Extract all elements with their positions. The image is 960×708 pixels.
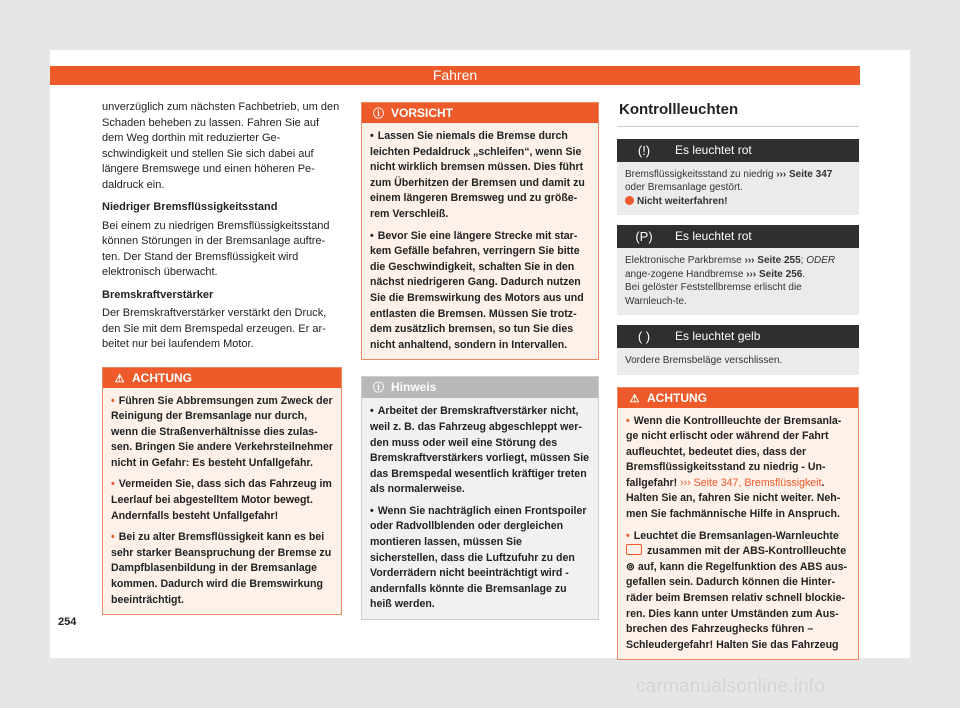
light-label: Es leuchtet rot	[675, 229, 752, 243]
caution-box	[361, 102, 599, 360]
warning-triangle-icon: ⚠	[629, 392, 640, 405]
page-number: 254	[58, 616, 77, 628]
note-header	[362, 377, 598, 398]
page-reference-link[interactable]: ››› Seite 347, Bremsflüssigkeit	[680, 476, 822, 489]
heading-brake-fluid: Niedriger Bremsflüssigkeitsstand	[102, 201, 278, 213]
chapter-header: Fahren	[50, 66, 860, 85]
info-circle-icon: ⓘ	[373, 108, 384, 120]
column-right	[617, 100, 859, 660]
bullet-icon: •	[370, 130, 374, 142]
warning-light-brake-pads: ( ) Es leuchtet gelb Vordere Bremsbeläge verschlissen.	[617, 325, 859, 375]
column-left	[102, 100, 342, 615]
bullet-icon: •	[370, 504, 374, 517]
warning-item: • Vermeiden Sie, dass sich das Fahrzeug im Leerlauf bei abgestelltem Motor bewegt. Andernfalls besteht Unfallgefahr!	[111, 478, 332, 522]
page-reference-link[interactable]: ››› Seite 347	[776, 168, 833, 180]
bullet-icon: •	[626, 529, 630, 542]
bullet-icon: •	[370, 229, 374, 242]
light-label: Es leuchtet rot	[675, 142, 752, 157]
warning-triangle-icon: ⚠	[114, 372, 125, 385]
warning-box	[102, 367, 342, 616]
brake-system-icon	[626, 544, 642, 555]
light-label: Es leuchtet gelb	[675, 329, 761, 343]
watermark: carmanualsonline.info	[636, 676, 826, 697]
heading-brake-booster: Bremskraftverstärker	[102, 288, 214, 301]
note-item: • Arbeitet der Bremskraftverstärker nicht, weil z. B. das Fahrzeug abgeschleppt wer-den muss oder weil eine Störung des Bremskraftverstärkers vorliegt, müssen Sie das Bremspedal wesentlich kräftiger treten als normalerweise.	[370, 405, 590, 496]
page-reference-link[interactable]: ››› Seite 255	[744, 255, 801, 266]
warning-light-parking-brake: (P) Es leuchtet rot Elektronische Parkbremse ››› Seite 255; ODER ange-zogene Handbremse ››› Seite 256. Bei gelöster Feststellbremse erlischt die Warnleuch-te.	[617, 225, 859, 315]
caution-title: VORSICHT	[391, 106, 454, 120]
brake-warning-icon: (!)	[637, 142, 651, 158]
note-title: Hinweis	[391, 380, 437, 395]
bullet-icon: •	[111, 531, 115, 544]
note-box	[361, 376, 599, 620]
warning-item: • Wenn die Kontrollleuchte der Bremsanla-ge nicht erlischt oder während der Fahrt aufleuchtet, bedeutet dies, dass der Bremsflüssigkeitsstand zu niedrig - Un-fallgefahr! ››› Seite 347, Bremsflüssigkeit. Halten Sie an, fahren Sie nicht weiter. Neh-men Sie fachmännische Hilfe in Anspruch.	[626, 414, 842, 521]
warning-title: ACHTUNG	[132, 370, 192, 385]
warning-header	[103, 368, 341, 388]
caution-item: • Lassen Sie niemals die Bremse durch leichten Pedaldruck „schleifen“, wenn Sie nicht wirklich bremsen müssen. Dies führt zum Überhitzen der Bremsen und damit zu einem längeren Bremsweg und zu größe-rem Verschleiß.	[370, 130, 585, 220]
warning-box-right	[617, 387, 859, 661]
info-square-icon: ⓘ	[373, 382, 384, 395]
note-item: • Wenn Sie nachträglich einen Frontspoiler oder Radvollblenden oder dergleichen montieren lassen, müssen Sie sicherstellen, dass die Luftzufuhr zu den Vorderrädern nicht beeinträchtigt wird - andernfalls könnte die Bremsanlage zu heiß werden.	[370, 504, 587, 611]
abs-icon: ⊚	[626, 560, 635, 573]
intro-paragraph: unverzüglich zum nächsten Fachbetrieb, um den Schaden beheben zu lassen. Fahren Sie auf dem Weg dorthin mit reduzierter Ge-schwindigkeit und stellen Sie sich dabei auf längere Bremswege und einen höheren Pe-daldruck ein.	[102, 101, 340, 191]
bullet-icon: •	[370, 405, 374, 418]
warning-item: • Führen Sie Abbremsungen zum Zweck der Reinigung der Bremsanlage nur durch, wenn die Straßenverhältnisse dies zulas-sen. Bringen Sie andere Verkehrsteilnehmer nicht in Gefahr: Es besteht Unfallgefahr.	[111, 394, 333, 469]
paragraph-brake-fluid: Bei einem zu niedrigen Bremsflüssigkeitsstand können Störungen in der Bremsanlage auftre-ten. Der Stand der Bremsflüssigkeit wird elektronisch überwacht.	[102, 219, 330, 278]
caution-item: • Bevor Sie eine längere Strecke mit star-kem Gefälle befahren, verringern Sie bitte die Geschwindigkeit, schalten Sie in den nächst niedrigeren Gang. Dadurch nutzen Sie die Bremswirkung des Motors aus und entlasten die Bremsen. Müssen Sie trotz-dem zusätzlich bremsen, so tun Sie dies nicht anhaltend, sondern in Intervallen.	[370, 229, 584, 351]
warning-light-brake-fluid: (!) Es leuchtet rot Bremsflüssigkeitsstand zu niedrig ››› Seite 347 oder Bremsanlage gestört. Nicht weiterfahren!	[617, 139, 859, 216]
column-middle	[361, 102, 599, 620]
warning-item: • Leuchtet die Bremsanlagen-Warnleuchte zusammen mit der ABS-Kontrollleuchte ⊚ auf, kann die Regelfunktion des ABS aus-gefallen sein. Dadurch können die Hinter-räder beim Bremsen relativ schnell blockie-ren. Dies kann unter Umständen zum Aus-brechen des Fahrzeughecks führen – Schleudergefahr! Halten Sie das Fahrzeug	[626, 529, 847, 651]
caution-header	[362, 103, 598, 123]
brake-pad-icon: ( )	[637, 329, 651, 344]
warning-header	[618, 388, 858, 408]
warning-title: ACHTUNG	[647, 390, 707, 405]
parking-brake-icon: (P)	[635, 229, 653, 244]
bullet-icon: •	[626, 414, 630, 427]
page-reference-link[interactable]: ››› Seite 256	[746, 268, 803, 280]
bullet-icon: •	[111, 478, 115, 491]
bullet-icon: •	[111, 394, 115, 407]
section-title-warning-lights: Kontrollleuchten	[617, 100, 859, 127]
paragraph-brake-booster: Der Bremskraftverstärker verstärkt den Druck, den Sie mit dem Bremspedal erzeugen. Er ar-beitet nur bei laufendem Motor.	[102, 307, 327, 350]
stop-icon	[625, 196, 634, 205]
warning-item: • Bei zu alter Bremsflüssigkeit kann es bei sehr starker Beanspruchung der Bremse zu Dampfblasenbildung in der Bremsanlage kommen. Dadurch wird die Bremswirkung beeinträchtigt.	[111, 531, 332, 606]
